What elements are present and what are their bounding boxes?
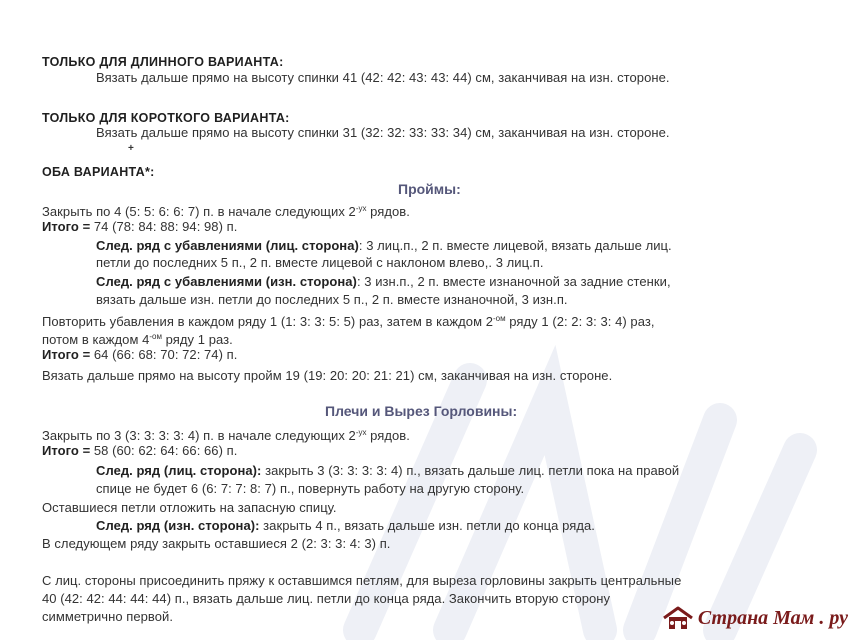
short-variant-heading: ТОЛЬКО ДЛЯ КОРОТКОГО ВАРИАНТА:	[42, 111, 290, 125]
row-text: закрыть 4 п., вязать дальше изн. петли до конца ряда.	[259, 518, 595, 533]
shoulders-row-rs	[96, 463, 679, 479]
total-label: Итого =	[42, 219, 94, 234]
row-label: След. ряд (лиц. сторона):	[96, 463, 262, 478]
short-variant-text: Вязать дальше прямо на высоту спинки 31 (32: 32: 33: 33: 34) см, заканчивая на изн. стороне.	[96, 125, 670, 140]
armholes-bindoff-text: Закрыть по 4 (5: 5: 6: 6: 7) п. в начале следующих 2	[42, 204, 356, 219]
shoulders-bindoff-sup: -ух	[355, 428, 367, 437]
repeat-sup: -ом	[149, 332, 163, 341]
shoulders-next-row: В следующем ряду закрыть оставшиеся 2 (2: 3: 3: 4: 3) п.	[42, 536, 391, 551]
neck-line-2: 40 (42: 42: 44: 44: 44) п., вязать дальше лиц. петли до конца ряда. Закончить вторую сторону	[42, 591, 611, 606]
repeat-end: ряду 1 (2: 2: 3: 3: 4) раз,	[505, 314, 655, 329]
armholes-row-rs-cont: петли до последних 5 п., 2 п. вместе лицевой с наклоном влево,. 3 лиц.п.	[96, 255, 544, 270]
armholes-repeat-line-2	[42, 329, 233, 348]
row-label: След. ряд с убавлениями (изн. сторона)	[96, 274, 357, 289]
armholes-repeat-line-1	[42, 311, 655, 330]
shoulders-title: Плечи и Вырез Горловины:	[325, 403, 518, 419]
logo-text: Страна Мам . ру	[697, 606, 848, 629]
row-label: След. ряд (изн. сторона):	[96, 518, 260, 533]
site-logo	[661, 605, 848, 631]
shoulders-bindoff-end: рядов.	[366, 428, 410, 443]
armholes-row-ws-cont: вязать дальше изн. петли до последних 5 п., 2 п. вместе изнаночной, 3 изн.п.	[96, 292, 568, 307]
total-value: 58 (60: 62: 64: 66: 66) п.	[93, 443, 238, 458]
row-text: : 3 изн.п., 2 п. вместе изнаночной за задние стенки,	[356, 274, 671, 289]
long-variant-heading: ТОЛЬКО ДЛЯ ДЛИННОГО ВАРИАНТА:	[42, 55, 284, 69]
armholes-row-ws	[96, 274, 671, 290]
armholes-total-2	[42, 347, 237, 363]
repeat-text: потом в каждом 4	[42, 332, 150, 347]
row-text: закрыть 3 (3: 3: 3: 3: 4) п., вязать дальше лиц. петли пока на правой	[261, 463, 680, 478]
shoulders-remaining: Оставшиеся петли отложить на запасную спицу.	[42, 500, 337, 515]
shoulders-total	[42, 443, 237, 459]
marker-plus: +	[128, 143, 134, 154]
neck-line-1: С лиц. стороны присоединить пряжу к оставшимся петлям, для выреза горловины закрыть центральные	[42, 573, 682, 588]
row-text: : 3 лиц.п., 2 п. вместе лицевой, вязать дальше лиц.	[358, 238, 672, 253]
armholes-total-1	[42, 219, 237, 235]
armholes-title: Проймы:	[398, 181, 461, 197]
shoulders-row-ws	[96, 518, 595, 534]
repeat-sup: -ом	[493, 314, 506, 323]
repeat-text: Повторить убавления в каждом ряду 1 (1: 3: 3: 5: 5) раз, затем в каждом 2	[42, 314, 494, 329]
armholes-continue: Вязать дальше прямо на высоту пройм 19 (19: 20: 20: 21: 21) см, заканчивая на изн. стороне.	[42, 368, 613, 383]
total-label: Итого =	[42, 347, 94, 362]
neck-line-3: симметрично первой.	[42, 609, 173, 624]
long-variant-text: Вязать дальше прямо на высоту спинки 41 (42: 42: 43: 43: 44) см, заканчивая на изн. стороне.	[96, 70, 670, 85]
total-label: Итого =	[42, 443, 94, 458]
row-label: След. ряд с убавлениями (лиц. сторона)	[96, 238, 359, 253]
both-variants-heading: ОБА ВАРИАНТА*:	[42, 165, 155, 179]
armholes-row-rs	[96, 238, 672, 254]
total-value: 74 (78: 84: 88: 94: 98) п.	[93, 219, 238, 234]
total-value: 64 (66: 68: 70: 72: 74) п.	[93, 347, 238, 362]
repeat-end: ряду 1 раз.	[162, 332, 233, 347]
shoulders-bindoff-line	[42, 425, 410, 444]
armholes-bindoff-line	[42, 201, 410, 220]
shoulders-row-rs-cont: спице не будет 6 (6: 7: 7: 8: 7) п., повернуть работу на другую сторону.	[96, 481, 525, 496]
house-logo-icon	[661, 605, 695, 631]
armholes-bindoff-sup: -ух	[355, 204, 367, 213]
shoulders-bindoff-text: Закрыть по 3 (3: 3: 3: 3: 4) п. в начале следующих 2	[42, 428, 356, 443]
armholes-bindoff-end: рядов.	[366, 204, 410, 219]
